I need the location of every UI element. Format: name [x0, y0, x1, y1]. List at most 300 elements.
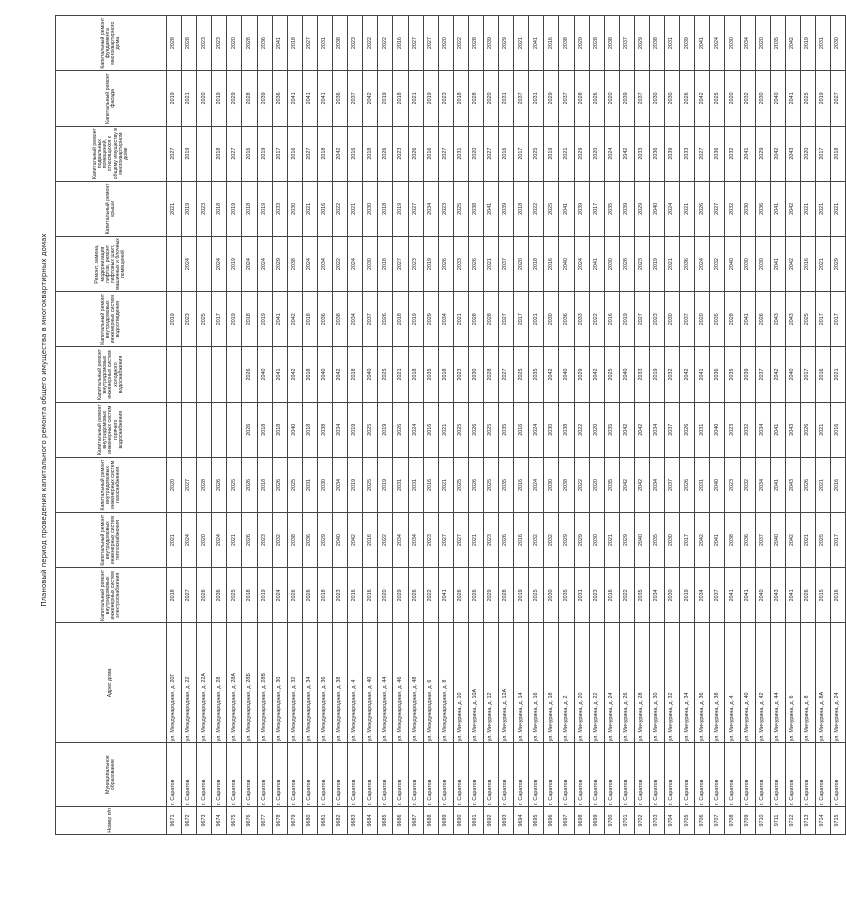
table-row: [333, 16, 348, 835]
municipality-cell: г. Саратов: [197, 743, 212, 807]
year-cell: 2017: [831, 513, 846, 568]
municipality-cell: г. Саратов: [167, 743, 182, 807]
table-row: [438, 16, 453, 835]
row-number-cell: 9695: [529, 806, 544, 834]
year-cell: 2019: [257, 292, 272, 347]
table-row: [423, 16, 438, 835]
year-cell: 2032: [740, 71, 755, 126]
year-cell: 2029: [272, 236, 287, 291]
year-cell: 2036: [212, 568, 227, 623]
year-cell: 2038: [559, 402, 574, 457]
address-cell: ул. Мичурина, д. 20: [574, 623, 589, 743]
year-cell: 2040: [650, 181, 665, 236]
year-cell: 2027: [227, 126, 242, 181]
year-cell: 2038: [604, 16, 619, 71]
year-cell: 2016: [287, 126, 302, 181]
year-cell: 2017: [816, 292, 831, 347]
year-cell: 2025: [227, 457, 242, 512]
year-cell: 2026: [468, 568, 483, 623]
year-cell: 2020: [197, 71, 212, 126]
municipality-cell: г. Саратов: [800, 743, 815, 807]
table-row: [800, 16, 815, 835]
year-cell: 2043: [785, 126, 800, 181]
year-cell: 2026: [695, 181, 710, 236]
row-number-cell: 9673: [197, 806, 212, 834]
year-cell: 2041: [559, 181, 574, 236]
year-cell: 2042: [287, 347, 302, 402]
row-number-cell: 9712: [785, 806, 800, 834]
year-cell: 2023: [197, 181, 212, 236]
year-cell: 2020: [604, 71, 619, 126]
year-cell: 2018: [393, 292, 408, 347]
year-cell: 2018: [393, 71, 408, 126]
year-cell: 2022: [333, 181, 348, 236]
year-cell: [212, 402, 227, 457]
year-cell: 2041: [529, 16, 544, 71]
year-cell: 2026: [468, 402, 483, 457]
year-cell: 2017: [514, 126, 529, 181]
year-cell: 2029: [574, 16, 589, 71]
year-cell: 2020: [800, 126, 815, 181]
column-header: Адрес дома: [56, 623, 167, 743]
row-number-cell: 9672: [182, 806, 197, 834]
year-cell: 2037: [348, 71, 363, 126]
year-cell: [167, 402, 182, 457]
year-cell: 2043: [770, 292, 785, 347]
year-cell: 2018: [242, 568, 257, 623]
year-cell: 2018: [302, 292, 317, 347]
year-cell: 2021: [529, 292, 544, 347]
year-cell: 2025: [453, 181, 468, 236]
year-cell: 2041: [770, 181, 785, 236]
year-cell: 2041: [483, 181, 498, 236]
year-cell: 2040: [363, 347, 378, 402]
address-cell: ул. Мичурина, д. 44: [770, 623, 785, 743]
address-cell: ул. Мичурина, д. 24: [831, 623, 846, 743]
year-cell: 2029: [634, 16, 649, 71]
column-header: Капитальный ремонт крыши: [56, 181, 167, 236]
year-cell: 2025: [529, 126, 544, 181]
year-cell: 2041: [740, 126, 755, 181]
table-row: [785, 16, 800, 835]
year-cell: 2022: [574, 402, 589, 457]
year-cell: 2030: [755, 236, 770, 291]
address-cell: ул. Мичурина, д. 4: [725, 623, 740, 743]
year-cell: 2032: [740, 457, 755, 512]
year-cell: 2028: [589, 16, 604, 71]
year-cell: 2040: [710, 402, 725, 457]
year-cell: 2016: [831, 457, 846, 512]
year-cell: 2030: [665, 568, 680, 623]
year-cell: 2042: [785, 16, 800, 71]
address-cell: ул. Международная, д. 28Б: [242, 623, 257, 743]
row-number-cell: 9702: [634, 806, 649, 834]
year-cell: 2033: [272, 181, 287, 236]
year-cell: 2041: [785, 71, 800, 126]
column-header: Ремонт, замена, модернизация лифтов, ремонт лифтовых шахт, машинных и блочных помещений: [56, 236, 167, 291]
table-row: [378, 16, 393, 835]
year-cell: 2032: [710, 236, 725, 291]
year-cell: 2041: [272, 292, 287, 347]
year-cell: 2038: [333, 16, 348, 71]
table-row: [514, 16, 529, 835]
year-cell: 2027: [423, 16, 438, 71]
row-number-cell: 9684: [363, 806, 378, 834]
column-header: Капитальный ремонт внутридомовых инженерных систем горячего водоснабжения: [56, 402, 167, 457]
municipality-cell: г. Саратов: [770, 743, 785, 807]
year-cell: 2017: [816, 126, 831, 181]
year-cell: 2023: [182, 292, 197, 347]
year-cell: 2016: [363, 568, 378, 623]
municipality-cell: г. Саратов: [634, 743, 649, 807]
table-row: [650, 16, 665, 835]
year-cell: 2043: [785, 457, 800, 512]
year-cell: 2016: [544, 236, 559, 291]
year-cell: 2018: [514, 181, 529, 236]
year-cell: 2037: [363, 292, 378, 347]
year-cell: 2035: [725, 347, 740, 402]
year-cell: 2023: [393, 126, 408, 181]
year-cell: 2043: [770, 568, 785, 623]
year-cell: 2035: [650, 513, 665, 568]
municipality-cell: г. Саратов: [378, 743, 393, 807]
year-cell: 2041: [272, 16, 287, 71]
year-cell: 2040: [755, 568, 770, 623]
address-cell: ул. Международная, д. 22: [182, 623, 197, 743]
table-row: [483, 16, 498, 835]
year-cell: 2026: [197, 568, 212, 623]
year-cell: 2026: [680, 71, 695, 126]
year-cell: 2037: [499, 236, 514, 291]
year-cell: 2030: [544, 457, 559, 512]
year-cell: 2037: [755, 347, 770, 402]
municipality-cell: г. Саратов: [680, 743, 695, 807]
year-cell: 2026: [680, 402, 695, 457]
year-cell: 2023: [725, 457, 740, 512]
address-cell: ул. Международная, д. 38: [333, 623, 348, 743]
year-cell: 2021: [468, 513, 483, 568]
year-cell: 2041: [438, 568, 453, 623]
year-cell: 2029: [393, 568, 408, 623]
year-cell: 2023: [423, 513, 438, 568]
row-number-cell: 9690: [453, 806, 468, 834]
year-cell: 2016: [514, 402, 529, 457]
year-cell: 2020: [378, 568, 393, 623]
table-row: [257, 16, 272, 835]
year-cell: 2040: [619, 347, 634, 402]
year-cell: 2024: [182, 513, 197, 568]
year-cell: 2041: [589, 236, 604, 291]
municipality-cell: г. Саратов: [393, 743, 408, 807]
year-cell: 2029: [499, 16, 514, 71]
year-cell: 2017: [589, 181, 604, 236]
year-cell: 2026: [468, 457, 483, 512]
year-cell: 2025: [483, 402, 498, 457]
year-cell: 2020: [514, 236, 529, 291]
row-number-cell: 9692: [483, 806, 498, 834]
year-cell: 2038: [333, 292, 348, 347]
municipality-cell: г. Саратов: [287, 743, 302, 807]
year-cell: 2035: [604, 457, 619, 512]
year-cell: 2034: [348, 292, 363, 347]
year-cell: 2040: [710, 457, 725, 512]
address-cell: ул. Международная, д. 48: [408, 623, 423, 743]
year-cell: 2039: [619, 181, 634, 236]
year-cell: 2026: [242, 513, 257, 568]
address-cell: ул. Мичурина, д. 12А: [499, 623, 514, 743]
year-cell: 2021: [348, 181, 363, 236]
year-cell: 2030: [755, 71, 770, 126]
year-cell: 2020: [227, 16, 242, 71]
year-cell: 2027: [393, 236, 408, 291]
year-cell: 2026: [468, 236, 483, 291]
table-row: [619, 16, 634, 835]
municipality-cell: г. Саратов: [574, 743, 589, 807]
year-cell: 2028: [483, 292, 498, 347]
year-cell: 2028: [242, 16, 257, 71]
year-cell: 2020: [197, 513, 212, 568]
year-cell: 2036: [272, 71, 287, 126]
year-cell: 2034: [695, 568, 710, 623]
municipality-cell: г. Саратов: [619, 743, 634, 807]
year-cell: 2038: [468, 181, 483, 236]
year-cell: 2029: [574, 126, 589, 181]
year-cell: 2026: [499, 513, 514, 568]
year-cell: 2018: [302, 402, 317, 457]
year-cell: 2042: [695, 71, 710, 126]
year-cell: 2019: [619, 292, 634, 347]
year-cell: 2040: [287, 402, 302, 457]
year-cell: 2025: [514, 347, 529, 402]
year-cell: 2022: [589, 292, 604, 347]
year-cell: 2016: [800, 236, 815, 291]
year-cell: 2027: [499, 292, 514, 347]
year-cell: 2016: [423, 126, 438, 181]
year-cell: 2015: [816, 568, 831, 623]
year-cell: 2026: [800, 457, 815, 512]
table-row: [755, 16, 770, 835]
year-cell: 2024: [302, 236, 317, 291]
year-cell: 2016: [348, 126, 363, 181]
year-cell: 2043: [785, 292, 800, 347]
year-cell: 2026: [800, 402, 815, 457]
year-cell: 2042: [363, 71, 378, 126]
year-cell: 2041: [740, 292, 755, 347]
year-cell: 2040: [317, 347, 332, 402]
year-cell: 2021: [604, 513, 619, 568]
year-cell: 2033: [574, 292, 589, 347]
year-cell: 2023: [333, 568, 348, 623]
year-cell: 2037: [665, 457, 680, 512]
year-cell: 2040: [725, 236, 740, 291]
table-row: [287, 16, 302, 835]
year-cell: 2019: [408, 292, 423, 347]
address-cell: ул. Международная, д. 8: [438, 623, 453, 743]
year-cell: 2027: [302, 16, 317, 71]
column-header: Муниципальное образование: [56, 743, 167, 807]
year-cell: 2041: [725, 568, 740, 623]
year-cell: 2030: [665, 292, 680, 347]
year-cell: 2027: [438, 513, 453, 568]
table-row: [740, 16, 755, 835]
year-cell: [197, 126, 212, 181]
year-cell: 2035: [529, 347, 544, 402]
year-cell: 2030: [544, 402, 559, 457]
address-cell: ул. Мичурина, д. 40: [740, 623, 755, 743]
year-cell: 2016: [363, 513, 378, 568]
row-number-cell: 9701: [619, 806, 634, 834]
year-cell: 2039: [740, 347, 755, 402]
year-cell: 2041: [695, 347, 710, 402]
table-row: [710, 16, 725, 835]
year-cell: 2021: [182, 71, 197, 126]
column-header: Капитальный ремонт фундамента многоквартирного дома: [56, 16, 167, 71]
year-cell: 2021: [816, 236, 831, 291]
year-cell: 2021: [800, 513, 815, 568]
municipality-cell: г. Саратов: [499, 743, 514, 807]
year-cell: 2035: [559, 568, 574, 623]
year-cell: 2036: [257, 16, 272, 71]
year-cell: 2029: [574, 513, 589, 568]
address-cell: ул. Мичурина, д. 16: [529, 623, 544, 743]
year-cell: 2024: [212, 513, 227, 568]
year-cell: 2032: [740, 402, 755, 457]
year-cell: 2039: [574, 181, 589, 236]
year-cell: 2021: [816, 181, 831, 236]
year-cell: 2024: [710, 16, 725, 71]
row-number-cell: 9711: [770, 806, 785, 834]
year-cell: [182, 347, 197, 402]
year-cell: 2024: [695, 236, 710, 291]
document-caption: Плановый период проведения капитального ремонта общего имущества в многоквартирных домах: [40, 233, 48, 607]
year-cell: 2018: [453, 71, 468, 126]
year-cell: 2030: [287, 181, 302, 236]
municipality-cell: г. Саратов: [408, 743, 423, 807]
column-header: Капитальный ремонт внутридомовых инженерных систем газоснабжения: [56, 457, 167, 512]
year-cell: 2041: [695, 16, 710, 71]
year-cell: 2035: [710, 292, 725, 347]
municipality-cell: г. Саратов: [514, 743, 529, 807]
row-number-cell: 9678: [272, 806, 287, 834]
year-cell: [227, 402, 242, 457]
municipality-cell: г. Саратов: [257, 743, 272, 807]
year-cell: 2016: [499, 126, 514, 181]
row-number-cell: 9687: [408, 806, 423, 834]
year-cell: 2030: [589, 513, 604, 568]
year-cell: 2029: [559, 513, 574, 568]
address-cell: ул. Международная, д. 6: [423, 623, 438, 743]
municipality-cell: г. Саратов: [363, 743, 378, 807]
row-number-cell: 9674: [212, 806, 227, 834]
year-cell: 2039: [680, 16, 695, 71]
year-cell: 2018: [242, 181, 257, 236]
year-cell: 2017: [212, 292, 227, 347]
table-header-row: [56, 16, 167, 835]
year-cell: 2018: [348, 347, 363, 402]
year-cell: 2024: [574, 236, 589, 291]
municipality-cell: г. Саратов: [302, 743, 317, 807]
municipality-cell: г. Саратов: [242, 743, 257, 807]
year-cell: 2038: [650, 16, 665, 71]
year-cell: 2016: [423, 402, 438, 457]
year-cell: 2022: [453, 16, 468, 71]
table-row: [468, 16, 483, 835]
year-cell: 2021: [831, 347, 846, 402]
column-header: Капитальный ремонт фасада: [56, 71, 167, 126]
year-cell: 2042: [785, 513, 800, 568]
year-cell: 2029: [619, 513, 634, 568]
year-cell: 2021: [680, 181, 695, 236]
year-cell: 2021: [816, 402, 831, 457]
year-cell: 2019: [257, 126, 272, 181]
year-cell: 2020: [468, 126, 483, 181]
year-cell: 2030: [740, 181, 755, 236]
year-cell: 2027: [182, 568, 197, 623]
row-number-cell: 9686: [393, 806, 408, 834]
municipality-cell: г. Саратов: [333, 743, 348, 807]
year-cell: 2023: [438, 181, 453, 236]
year-cell: 2029: [544, 71, 559, 126]
year-cell: 2034: [740, 16, 755, 71]
year-cell: 2019: [227, 181, 242, 236]
year-cell: 2019: [393, 181, 408, 236]
column-header: Капитальный ремонт внутридомовых инженерных систем теплоснабжения: [56, 513, 167, 568]
year-cell: 2028: [197, 457, 212, 512]
year-cell: 2025: [604, 347, 619, 402]
address-cell: ул. Мичурина, д. 42: [755, 623, 770, 743]
year-cell: 2019: [650, 347, 665, 402]
row-number-cell: 9714: [816, 806, 831, 834]
year-cell: 2040: [559, 236, 574, 291]
year-cell: 2026: [589, 71, 604, 126]
year-cell: 2018: [272, 402, 287, 457]
table-row: [680, 16, 695, 835]
year-cell: 2034: [408, 513, 423, 568]
year-cell: 2023: [257, 513, 272, 568]
year-cell: 2025: [363, 402, 378, 457]
year-cell: 2025: [363, 457, 378, 512]
year-cell: 2017: [680, 513, 695, 568]
year-cell: 2028: [468, 71, 483, 126]
municipality-cell: г. Саратов: [710, 743, 725, 807]
year-cell: 2035: [499, 402, 514, 457]
year-cell: 2027: [408, 181, 423, 236]
year-cell: 2016: [317, 181, 332, 236]
year-cell: 2019: [167, 71, 182, 126]
year-cell: 2029: [483, 568, 498, 623]
year-cell: 2042: [589, 347, 604, 402]
year-cell: 2026: [438, 236, 453, 291]
year-cell: 2041: [770, 236, 785, 291]
address-cell: ул. Мичурина, д. 26: [619, 623, 634, 743]
row-number-cell: 9700: [604, 806, 619, 834]
table-row: [212, 16, 227, 835]
year-cell: 2018: [257, 457, 272, 512]
year-cell: 2043: [785, 402, 800, 457]
year-cell: 2022: [574, 457, 589, 512]
year-cell: 2016: [242, 126, 257, 181]
year-cell: 2033: [680, 126, 695, 181]
year-cell: 2033: [634, 347, 649, 402]
year-cell: 2022: [378, 16, 393, 71]
year-cell: 2017: [831, 292, 846, 347]
year-cell: 2028: [167, 16, 182, 71]
table-row: [408, 16, 423, 835]
year-cell: 2019: [227, 292, 242, 347]
year-cell: 2021: [408, 71, 423, 126]
address-cell: ул. Мичурина, д. 38: [710, 623, 725, 743]
year-cell: 2019: [227, 236, 242, 291]
